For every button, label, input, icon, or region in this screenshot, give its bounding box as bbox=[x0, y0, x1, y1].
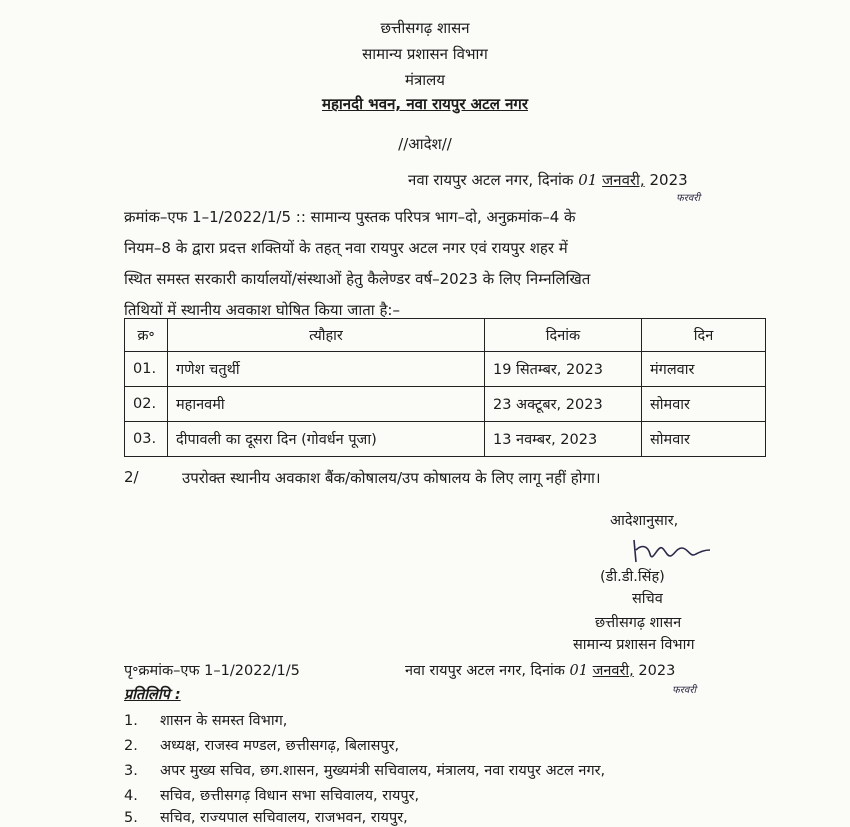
row-date: 13 नवम्बर, 2023 bbox=[485, 422, 642, 457]
table-header-row bbox=[125, 319, 766, 352]
list-item-text: अपर मुख्य सचिव, छग.शासन, मुख्यमंत्री सचिवालय, मंत्रालय, नवा रायपुर अटल नगर, bbox=[160, 763, 606, 779]
by-order-text: आदेशानुसार, bbox=[610, 513, 679, 529]
row-festival: दीपावली का दूसरा दिन (गोवर्धन पूजा) bbox=[168, 422, 485, 457]
endorsement-date-line bbox=[405, 660, 675, 680]
list-item bbox=[124, 735, 399, 755]
list-item-number: 1. bbox=[124, 713, 138, 729]
date-prefix: नवा रायपुर अटल नगर, दिनांक bbox=[408, 171, 574, 189]
row-date: 19 सितम्बर, 2023 bbox=[485, 352, 642, 387]
row-day: मंगलवार bbox=[642, 352, 766, 387]
row-festival: गणेश चतुर्थी bbox=[168, 352, 485, 387]
endorsement-day: 01 bbox=[569, 663, 588, 679]
order-title: //आदेश// bbox=[398, 135, 452, 153]
endorsement-year: 2023 bbox=[638, 663, 676, 679]
row-day: सोमवार bbox=[642, 422, 766, 457]
row-serial: 01. bbox=[125, 352, 168, 387]
body-line-4: तिथियों में स्थानीय अवकाश घोषित किया जाता है:– bbox=[124, 301, 400, 319]
col-header-festival: त्यौहार bbox=[168, 319, 485, 352]
list-item bbox=[124, 710, 287, 730]
table-row bbox=[125, 352, 766, 387]
row-date: 23 अक्टूबर, 2023 bbox=[485, 387, 642, 422]
header-address: महानदी भवन, नवा रायपुर अटल नगर bbox=[321, 95, 529, 113]
header-government: छत्तीसगढ़ शासन bbox=[380, 19, 470, 37]
list-item-number: 4. bbox=[124, 788, 138, 804]
signatory-government: छत्तीसगढ़ शासन bbox=[595, 615, 682, 631]
col-header-serial: क्र॰ bbox=[125, 319, 168, 352]
endorsement-place: नवा रायपुर अटल नगर, दिनांक bbox=[405, 663, 565, 679]
row-day: सोमवार bbox=[642, 387, 766, 422]
row-serial: 02. bbox=[125, 387, 168, 422]
endorsement-number: पृ॰क्रमांक–एफ 1–1/2022/1/5 bbox=[124, 663, 300, 679]
date-year: 2023 bbox=[649, 171, 688, 189]
col-header-day: दिन bbox=[642, 319, 766, 352]
list-item bbox=[124, 760, 605, 780]
signatory-name: (डी.डी.सिंह) bbox=[600, 569, 665, 585]
list-item-text: शासन के समस्त विभाग, bbox=[160, 713, 288, 729]
holiday-table bbox=[124, 318, 766, 457]
body-line-1: क्रमांक–एफ 1–1/2022/1/5 :: सामान्य पुस्तक परिपत्र भाग–दो, अनुक्रमांक–4 के bbox=[124, 208, 576, 226]
row-serial: 03. bbox=[125, 422, 168, 457]
endorsement-month-handwritten: फरवरी bbox=[672, 685, 697, 696]
signatory-designation: सचिव bbox=[632, 591, 663, 607]
date-month-handwritten: फरवरी bbox=[676, 193, 701, 204]
row-festival: महानवमी bbox=[168, 387, 485, 422]
endorsement-month: जनवरी, bbox=[592, 663, 634, 679]
order-date-line bbox=[408, 170, 688, 190]
list-item-number: 5. bbox=[124, 810, 138, 826]
clause-2-text: उपरोक्त स्थानीय अवकाश बैंक/कोषालय/उप कोषालय के लिए लागू नहीं होगा। bbox=[182, 469, 601, 487]
copy-to-title: प्रतिलिपि : bbox=[124, 687, 181, 703]
list-item-text: सचिव, छत्तीसगढ़ विधान सभा सचिवालय, रायपुर, bbox=[160, 788, 420, 804]
list-item-number: 3. bbox=[124, 763, 138, 779]
list-item bbox=[124, 807, 408, 827]
col-header-date: दिनांक bbox=[485, 319, 642, 352]
header-ministry: मंत्रालय bbox=[404, 71, 445, 89]
body-line-3: स्थित समस्त सरकारी कार्यालयों/संस्थाओं हेतु कैलेण्डर वर्ष–2023 के लिए निम्नलिखित bbox=[124, 270, 591, 288]
list-item-text: सचिव, राज्यपाल सचिवालय, राजभवन, रायपुर, bbox=[160, 810, 408, 826]
list-item bbox=[124, 785, 419, 805]
signatory-department: सामान्य प्रशासन विभाग bbox=[573, 637, 695, 653]
table-row bbox=[125, 387, 766, 422]
header-department: सामान्य प्रशासन विभाग bbox=[362, 45, 488, 63]
order-body-paragraph bbox=[124, 202, 764, 326]
table-row bbox=[125, 422, 766, 457]
list-item-text: अध्यक्ष, राजस्व मण्डल, छत्तीसगढ़, बिलासपुर, bbox=[160, 738, 400, 754]
date-month: जनवरी, bbox=[602, 171, 645, 189]
signature-mark bbox=[628, 536, 718, 570]
list-item-number: 2. bbox=[124, 738, 138, 754]
date-day: 01 bbox=[578, 171, 598, 189]
body-line-2: नियम–8 के द्वारा प्रदत्त शक्तियों के तहत् नवा रायपुर अटल नगर एवं रायपुर शहर में bbox=[124, 239, 568, 257]
clause-2-number: 2/ bbox=[124, 468, 139, 486]
